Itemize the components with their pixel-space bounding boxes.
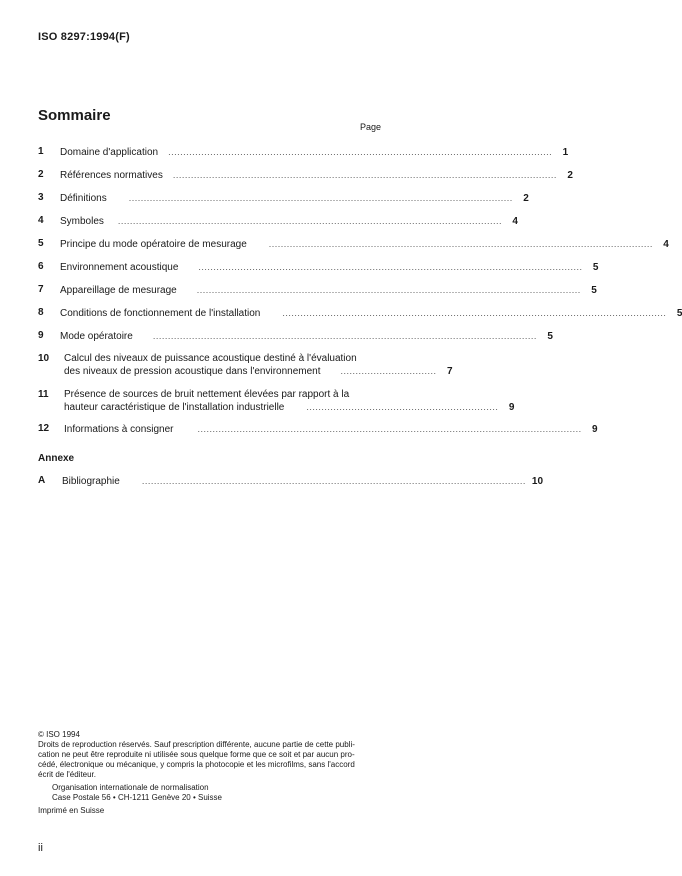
toc-entry-number: 7: [38, 284, 44, 295]
copyright-block: [38, 730, 383, 816]
toc-entry-title-line-1: Calcul des niveaux de puissance acoustique destiné à l'évaluation: [64, 353, 357, 364]
annex-heading: Annexe: [38, 453, 75, 464]
annex-entry-title: Bibliographie: [62, 476, 120, 487]
toc-leader-dots: ................................................................................................................................: [282, 308, 667, 318]
toc-entry-title: Domaine d'application: [60, 147, 159, 158]
toc-entry-number: 11: [38, 389, 49, 400]
toc-entry-page: 7: [446, 366, 453, 377]
document-code: ISO 8297:1994(F): [38, 31, 130, 43]
toc-entry-title: Principe du mode opératoire de mesurage: [60, 239, 247, 250]
rights-text-line: Droits de reproduction réservés. Sauf prescription différente, aucune partie de cette publi-: [38, 740, 355, 749]
annex-entry-page: 10: [531, 476, 544, 487]
toc-entry-number: 10: [38, 353, 50, 364]
toc-entry-page: 2: [523, 193, 529, 204]
toc-entry-number: 2: [38, 169, 44, 180]
annex-entry-letter: A: [38, 475, 46, 486]
toc-entry-page: 5: [592, 262, 599, 273]
rights-text-line: cation ne peut être reproduite ni utilisée sous quelque forme que ce soit et par aucun pro-: [38, 750, 355, 759]
page-title: Sommaire: [38, 107, 111, 124]
toc-leader-dots: ................................................................................................................................: [196, 285, 581, 295]
copyright-line: © ISO 1994: [38, 730, 80, 739]
toc-leader-dots: ................................................................................................................................: [128, 193, 513, 203]
toc-entry-page: 4: [512, 216, 518, 227]
toc-entry-page: 1: [562, 147, 569, 158]
toc-entry-number: 1: [38, 146, 44, 157]
toc-entry-number: 3: [38, 192, 44, 203]
toc-entry-title: Conditions de fonctionnement de l'installation: [60, 308, 261, 319]
toc-leader-dots: ................................: [340, 366, 437, 376]
toc-leader-dots: ................................................................................................................................: [117, 216, 502, 226]
toc-entry-title-line-2: des niveaux de pression acoustique dans l'environnement: [64, 366, 321, 377]
toc-leader-dots: ................................................................................................................................: [197, 424, 582, 434]
toc-entry-page: 5: [547, 331, 553, 342]
rights-text-line: cédé, électronique ou mécanique, y compris la photocopie et les microfilms, sans l'accord: [38, 760, 355, 769]
toc-leader-dots: ................................................................................................................................: [152, 331, 537, 341]
toc-entry-title: Références normatives: [60, 170, 163, 181]
toc-entry-number: 6: [38, 261, 44, 272]
toc-entry-number: 8: [38, 307, 44, 318]
toc-entry-title: Environnement acoustique: [60, 262, 179, 273]
toc-entry-number: 12: [38, 423, 50, 434]
toc-entry-page: 4: [663, 239, 669, 250]
toc-leader-dots: ................................................................................................................................: [168, 147, 553, 157]
toc-entry-page: 5: [591, 285, 597, 296]
toc-entry-page: 9: [508, 402, 515, 413]
toc-entry-number: 9: [38, 330, 44, 341]
printed-in: Imprimé en Suisse: [38, 806, 105, 815]
postal-address: Case Postale 56 • CH-1211 Genève 20 • Suisse: [52, 793, 222, 802]
toc-entry-title-line-1: Présence de sources de bruit nettement élevées par rapport à la: [64, 389, 350, 400]
toc-entry-page: 2: [567, 170, 573, 181]
toc-entry-page: 9: [592, 424, 598, 435]
toc-entry-number: 5: [38, 238, 44, 249]
toc-entry-title: Informations à consigner: [64, 424, 174, 435]
toc-entry-title-line-2: hauteur caractéristique de l'installation industrielle: [64, 402, 285, 413]
toc-leader-dots: ................................................................................................................................: [198, 262, 583, 272]
organization-name: Organisation internationale de normalisation: [52, 783, 209, 792]
toc-leader-dots: ................................................................................................................................: [141, 476, 526, 486]
toc-leader-dots: ................................................................................................................................: [172, 170, 557, 180]
page-number: ii: [38, 842, 43, 854]
toc-entry-number: 4: [38, 215, 44, 226]
toc-entry-title: Définitions: [60, 193, 107, 204]
toc-entry-title: Appareillage de mesurage: [60, 285, 177, 296]
toc-leader-dots: ................................................................................................................................: [268, 239, 653, 249]
page-column-label: Page: [360, 122, 382, 132]
toc-entry-title: Mode opératoire: [60, 331, 133, 342]
toc-leader-dots: ................................................................: [306, 402, 499, 412]
toc-entry-page: 5: [676, 308, 682, 319]
rights-text-line: écrit de l'éditeur.: [38, 770, 97, 779]
toc-entry-title: Symboles: [60, 216, 104, 227]
